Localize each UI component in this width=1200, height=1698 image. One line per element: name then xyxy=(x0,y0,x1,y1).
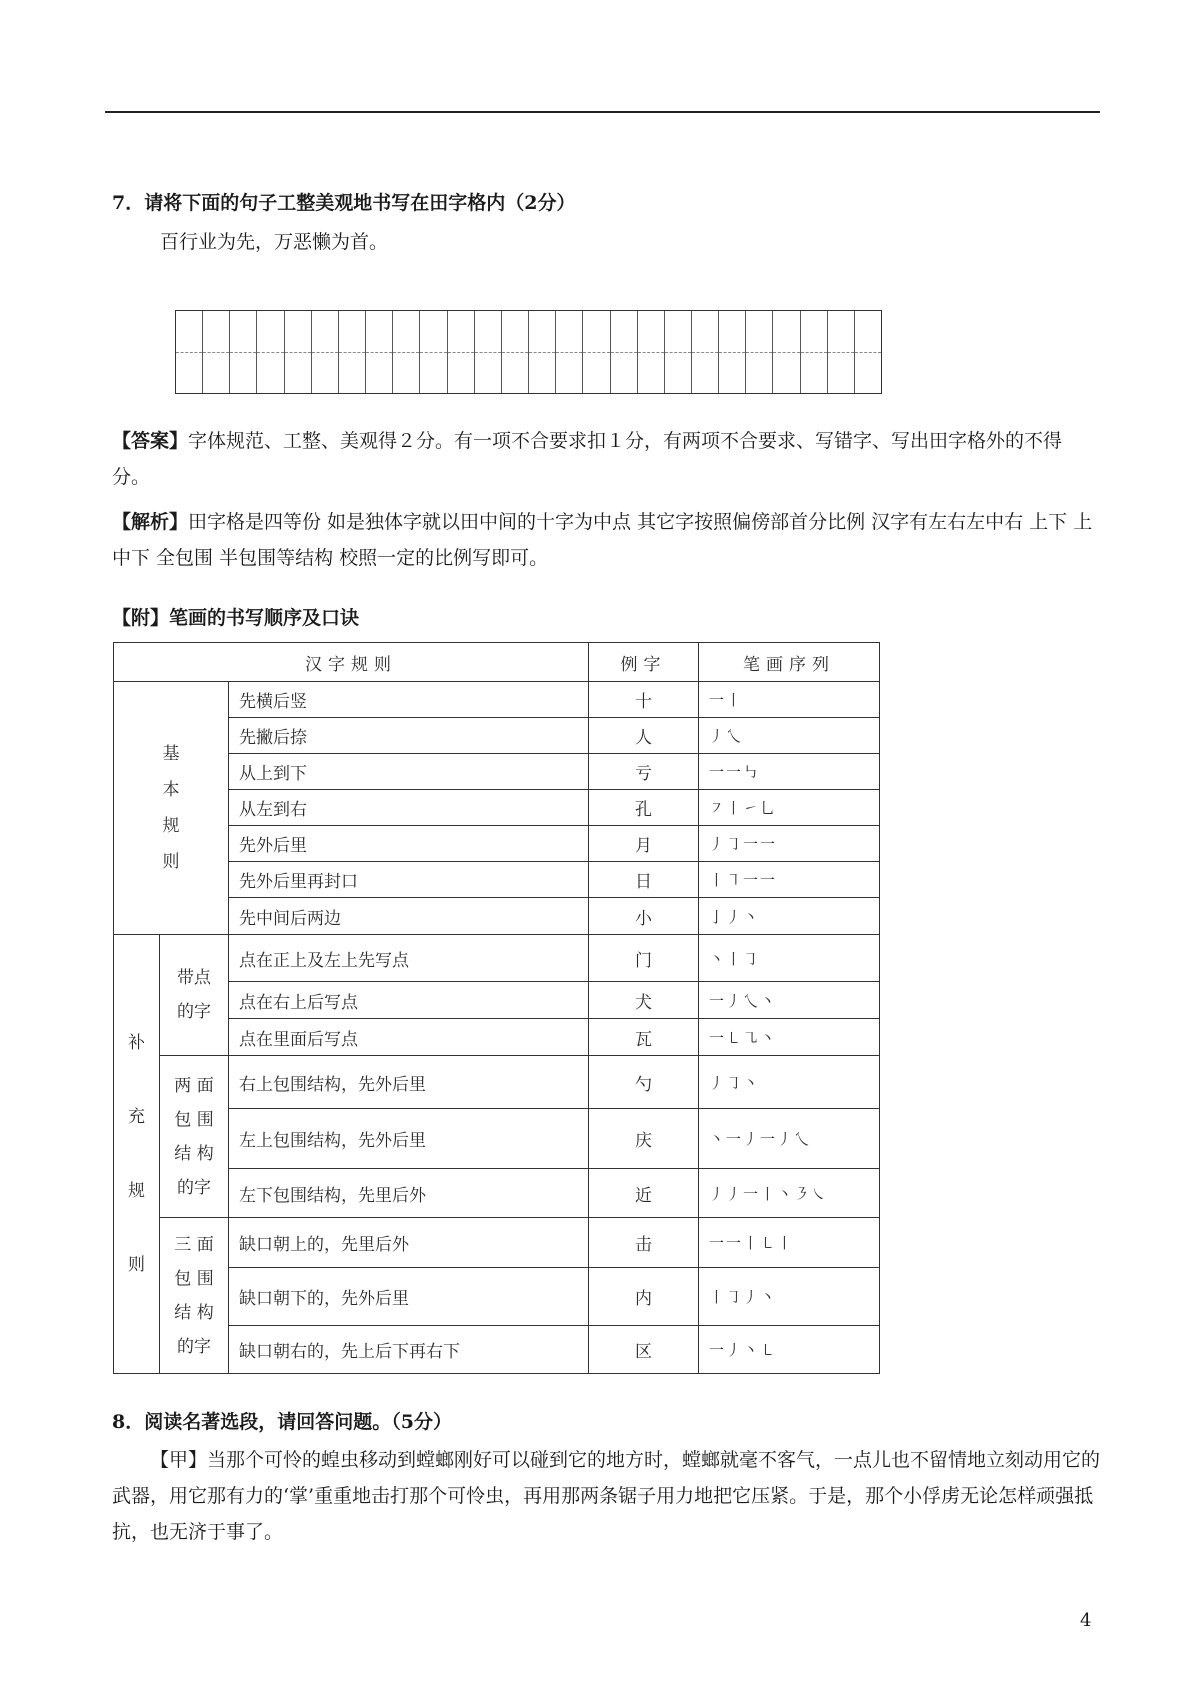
table-row xyxy=(114,754,880,790)
table-row xyxy=(114,790,880,826)
grid-midline xyxy=(339,352,365,353)
table-row xyxy=(114,1019,880,1056)
seq-cell: 丨㇆丿丶 xyxy=(699,1268,880,1326)
grid-cell[interactable] xyxy=(638,311,665,393)
subgroup-dot xyxy=(160,935,229,1056)
example-cell: 区 xyxy=(589,1326,699,1374)
subgroup-text: 包 围 xyxy=(174,1268,214,1289)
grid-cell[interactable] xyxy=(828,311,855,393)
grid-midline xyxy=(257,352,283,353)
grid-midline xyxy=(556,352,582,353)
example-cell: 犬 xyxy=(589,982,699,1019)
table-row xyxy=(114,982,880,1019)
rule-cell: 缺口朝右的，先上后下再右下 xyxy=(229,1326,589,1374)
grid-cell[interactable] xyxy=(773,311,800,393)
grid-midline xyxy=(828,352,854,353)
rule-cell: 左上包围结构，先外后里 xyxy=(229,1109,589,1169)
grid-midline xyxy=(583,352,609,353)
rule-cell: 点在正上及左上先写点 xyxy=(229,935,589,982)
grid-cell[interactable] xyxy=(801,311,828,393)
grid-cell[interactable] xyxy=(583,311,610,393)
grid-midline xyxy=(230,352,256,353)
answer-text: 字体规范、工整、美观得２分。有一项不合要求扣１分，有两项不合要求、写错字、写出田字格外的不得分。 xyxy=(112,430,1063,488)
grid-cell[interactable] xyxy=(230,311,257,393)
grid-cell[interactable] xyxy=(312,311,339,393)
tianzige-grid[interactable] xyxy=(175,310,882,394)
grid-midline xyxy=(611,352,637,353)
grid-cell[interactable] xyxy=(203,311,230,393)
example-cell: 人 xyxy=(589,718,699,754)
question-8-passage: 【甲】当那个可怜的蝗虫移动到螳螂刚好可以碰到它的地方时，螳螂就毫不客气，一点儿也不留情地立刻动用它的武器，用它那有力的‘掌’重重地击打那个可怜虫，再用那两条锯子用力地把它压紧。于是，那个小俘虏无论怎样顽强抵抗，也无济于事了。 xyxy=(112,1449,1101,1543)
seq-cell: 丿㇆丶 xyxy=(699,1056,880,1109)
grid-cell[interactable] xyxy=(393,311,420,393)
appendix-heading xyxy=(112,600,359,636)
seq-cell: 一丨 xyxy=(699,682,880,718)
rule-cell: 缺口朝下的，先外后里 xyxy=(229,1268,589,1326)
seq-cell: 一丿丶㇄ xyxy=(699,1326,880,1374)
grid-cell[interactable] xyxy=(448,311,475,393)
header-rule xyxy=(105,111,1100,113)
seq-cell: 一一㇉ xyxy=(699,754,880,790)
table-row xyxy=(114,1109,880,1169)
grid-midline xyxy=(719,352,745,353)
rule-cell: 先外后里再封口 xyxy=(229,862,589,898)
example-cell: 门 xyxy=(589,935,699,982)
table-row xyxy=(114,1268,880,1326)
grid-cell[interactable] xyxy=(611,311,638,393)
example-cell: 亏 xyxy=(589,754,699,790)
rule-cell: 先外后里 xyxy=(229,826,589,862)
seq-cell: 一丿乀丶 xyxy=(699,982,880,1019)
group-char: 本 xyxy=(162,780,180,800)
example-cell: 内 xyxy=(589,1268,699,1326)
analysis-text: 田字格是四等份 如是独体字就以田中间的十字为中点 其它字按照偏傍部首分比例 汉字有左右左中右 上下 上中下 全包围 半包围等结构 校照一定的比例写即可。 xyxy=(112,511,1093,569)
subgroup-two-sided xyxy=(160,1056,229,1218)
appendix-title: 笔画的书写顺序及口诀 xyxy=(169,607,360,629)
seq-cell: 丿丿一丨丶㇋㇏ xyxy=(699,1169,880,1218)
example-cell: 瓦 xyxy=(589,1019,699,1056)
grid-midline xyxy=(176,352,202,353)
grid-midline xyxy=(665,352,691,353)
seq-cell: 丨㇕一一 xyxy=(699,862,880,898)
analysis-block xyxy=(112,504,1097,576)
grid-cell[interactable] xyxy=(176,311,203,393)
grid-midline xyxy=(366,352,392,353)
table-row xyxy=(114,1056,880,1109)
example-cell: 孔 xyxy=(589,790,699,826)
table-header-row xyxy=(114,643,880,682)
seq-cell: 亅丿丶 xyxy=(699,898,880,935)
table-row xyxy=(114,935,880,982)
rule-cell: 点在里面后写点 xyxy=(229,1019,589,1056)
grid-midline xyxy=(692,352,718,353)
example-cell: 十 xyxy=(589,682,699,718)
grid-cell[interactable] xyxy=(855,311,881,393)
grid-cell[interactable] xyxy=(339,311,366,393)
grid-midline xyxy=(638,352,664,353)
appendix-label: 【附】 xyxy=(112,607,170,629)
header-example-col: 例字 xyxy=(589,643,699,682)
grid-midline xyxy=(801,352,827,353)
grid-cell[interactable] xyxy=(502,311,529,393)
grid-midline xyxy=(746,352,772,353)
group-char: 充 xyxy=(128,1107,145,1127)
group-char: 则 xyxy=(162,852,180,872)
group-char: 规 xyxy=(162,816,180,836)
example-cell: 日 xyxy=(589,862,699,898)
subgroup-text: 两 面 xyxy=(174,1075,214,1096)
example-cell: 庆 xyxy=(589,1109,699,1169)
grid-cell[interactable] xyxy=(692,311,719,393)
grid-midline xyxy=(312,352,338,353)
rule-cell: 右上包围结构，先外后里 xyxy=(229,1056,589,1109)
grid-midline xyxy=(203,352,229,353)
subgroup-text: 的字 xyxy=(177,1336,211,1357)
seq-cell: 丿乀 xyxy=(699,718,880,754)
subgroup-text: 结 构 xyxy=(174,1302,214,1323)
grid-cell[interactable] xyxy=(366,311,393,393)
table-row xyxy=(114,1169,880,1218)
grid-midline xyxy=(855,352,881,353)
rule-cell: 从上到下 xyxy=(229,754,589,790)
grid-cell[interactable] xyxy=(257,311,284,393)
group-char: 规 xyxy=(128,1181,145,1201)
grid-midline xyxy=(529,352,555,353)
subgroup-text: 结 构 xyxy=(174,1143,214,1164)
grid-cell[interactable] xyxy=(475,311,502,393)
rule-cell: 点在右上后写点 xyxy=(229,982,589,1019)
page-number: 4 xyxy=(1080,1610,1092,1631)
grid-cell[interactable] xyxy=(285,311,312,393)
grid-midline xyxy=(502,352,528,353)
grid-cell[interactable] xyxy=(719,311,746,393)
analysis-label: 【解析】 xyxy=(112,511,189,533)
header-seq-col: 笔画序列 xyxy=(699,643,880,682)
subgroup-text: 带点 xyxy=(177,968,211,988)
grid-cell[interactable] xyxy=(556,311,583,393)
table-row xyxy=(114,682,880,718)
grid-cell[interactable] xyxy=(420,311,447,393)
table-row xyxy=(114,826,880,862)
header-rule-col: 汉字规则 xyxy=(114,643,589,682)
grid-midline xyxy=(420,352,446,353)
rule-cell: 从左到右 xyxy=(229,790,589,826)
subgroup-text: 三 面 xyxy=(174,1234,214,1255)
example-cell: 近 xyxy=(589,1169,699,1218)
answer-label: 【答案】 xyxy=(112,430,189,452)
grid-midline xyxy=(475,352,501,353)
group-char: 基 xyxy=(162,744,180,764)
group-basic-rules xyxy=(114,682,229,935)
subgroup-text: 包 围 xyxy=(174,1109,214,1130)
seq-cell: 一㇄㇈丶 xyxy=(699,1019,880,1056)
example-cell: 小 xyxy=(589,898,699,935)
seq-cell: 丿㇆一一 xyxy=(699,826,880,862)
rule-cell: 先横后竖 xyxy=(229,682,589,718)
group-supplement-rules xyxy=(114,935,160,1374)
subgroup-text: 的字 xyxy=(177,1177,211,1198)
answer-block xyxy=(112,423,1097,495)
stroke-order-table xyxy=(113,642,880,1374)
group-char: 补 xyxy=(128,1033,145,1053)
example-cell: 勺 xyxy=(589,1056,699,1109)
rule-cell: 先撇后捺 xyxy=(229,718,589,754)
question-7-sentence: 百行业为先，万恶懒为首。 xyxy=(160,231,389,253)
subgroup-text: 的字 xyxy=(177,1002,211,1022)
seq-cell: ㇇丨㇀乚 xyxy=(699,790,880,826)
seq-cell: 丶丨㇆ xyxy=(699,935,880,982)
table-row xyxy=(114,898,880,935)
grid-midline xyxy=(773,352,799,353)
seq-cell: 丶一丿一丿乀 xyxy=(699,1109,880,1169)
grid-midline xyxy=(448,352,474,353)
grid-midline xyxy=(393,352,419,353)
subgroup-three-sided xyxy=(160,1218,229,1374)
grid-cell[interactable] xyxy=(529,311,556,393)
example-cell: 月 xyxy=(589,826,699,862)
rule-cell: 左下包围结构，先里后外 xyxy=(229,1169,589,1218)
table-row xyxy=(114,1326,880,1374)
table-row xyxy=(114,862,880,898)
example-cell: 击 xyxy=(589,1218,699,1268)
rule-cell: 先中间后两边 xyxy=(229,898,589,935)
group-char: 则 xyxy=(128,1255,145,1275)
question-8-title: 8．阅读名著选段，请回答问题。（5分） xyxy=(112,1411,452,1433)
question-7-title: 7．请将下面的句子工整美观地书写在田字格内（2分） xyxy=(112,192,576,214)
grid-midline xyxy=(285,352,311,353)
grid-cell[interactable] xyxy=(665,311,692,393)
rule-cell: 缺口朝上的，先里后外 xyxy=(229,1218,589,1268)
grid-cell[interactable] xyxy=(746,311,773,393)
table-row xyxy=(114,718,880,754)
table-row xyxy=(114,1218,880,1268)
seq-cell: 一一丨㇄丨 xyxy=(699,1218,880,1268)
